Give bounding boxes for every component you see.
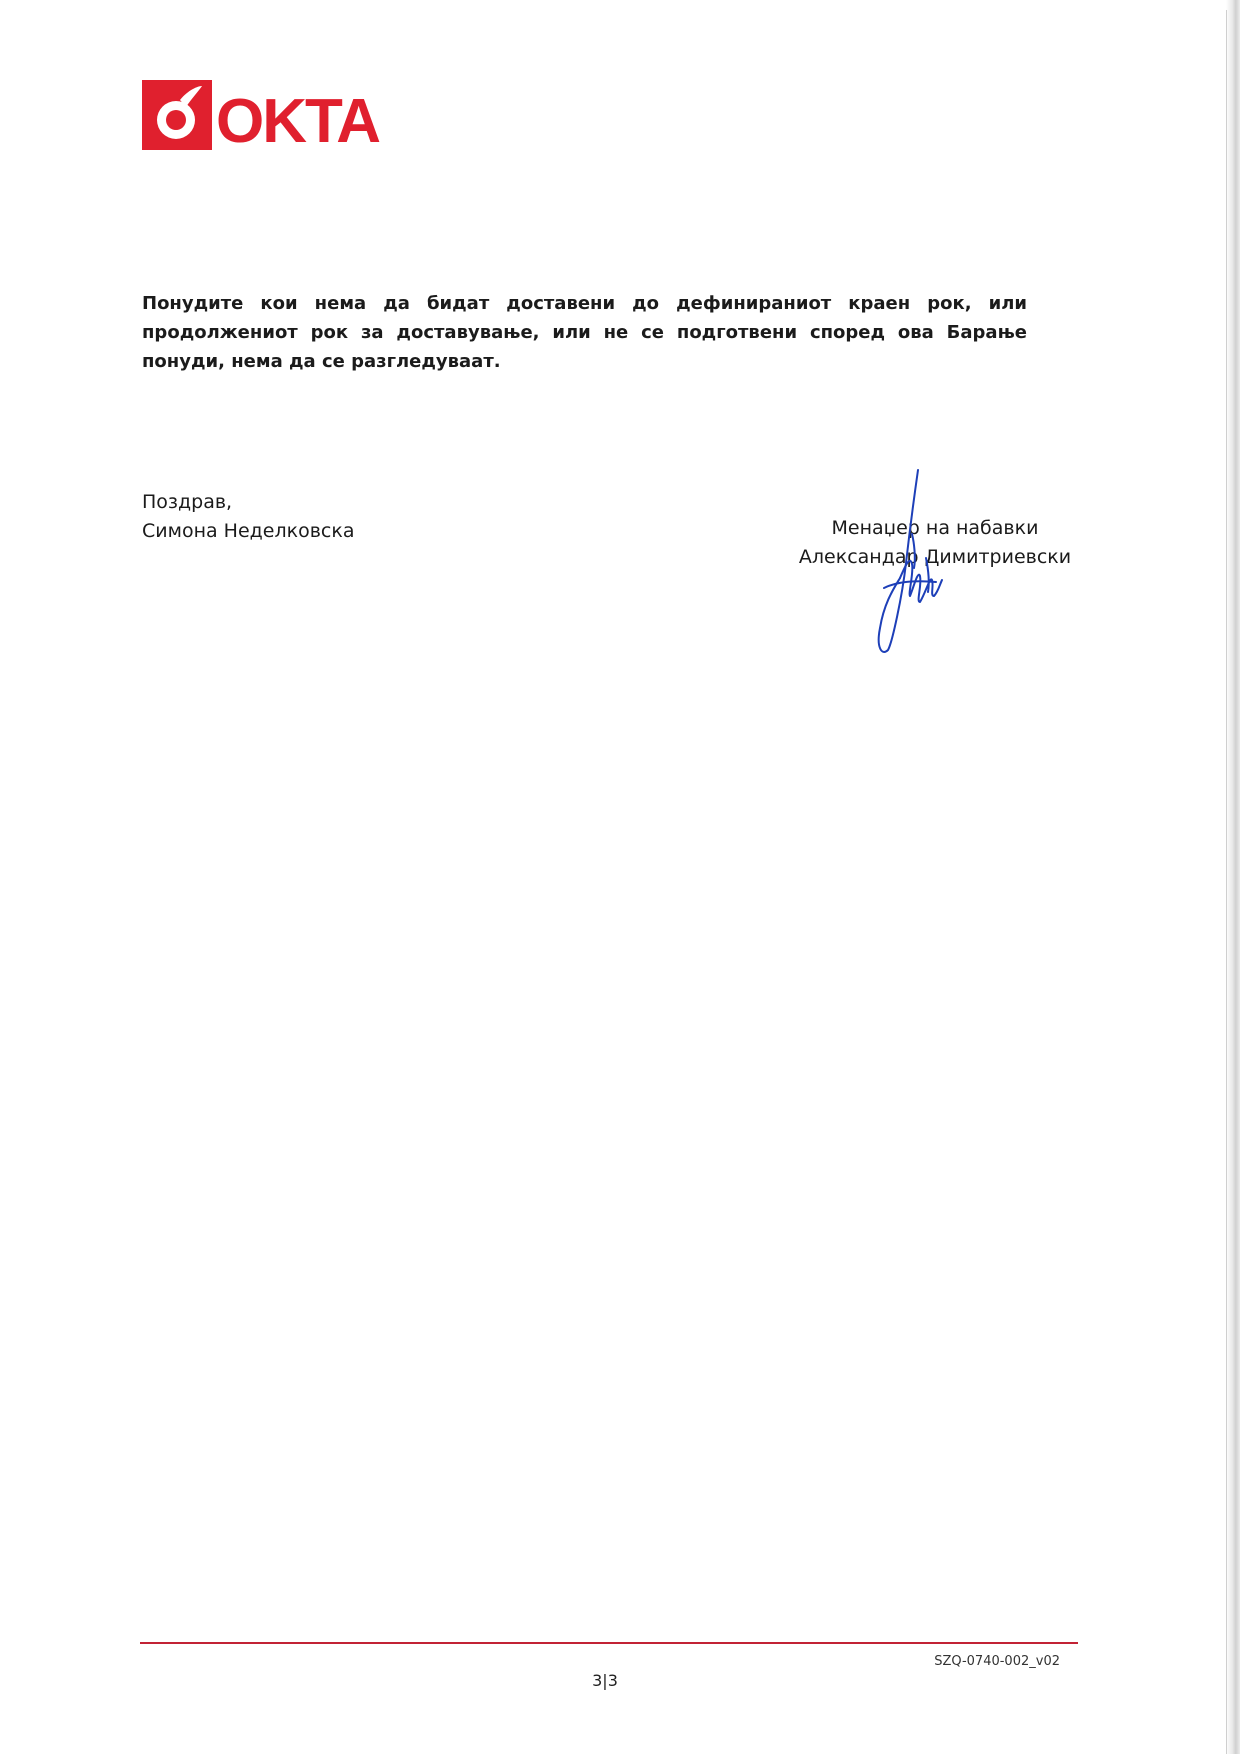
scanned-page-edge [1226, 0, 1240, 1754]
okta-logo [142, 80, 398, 150]
page-number: 3|3 [592, 1671, 618, 1690]
sender-name: Симона Неделковска [142, 520, 355, 542]
okta-logo-graphic [142, 80, 398, 150]
body-paragraph: Понудите кои нема да бидат доставени до дефинираниот краен рок, или продолжениот рок за доставување, или не се подготвени според ова Барање понуди, нема да се разгледуваат. [142, 293, 1027, 372]
closing-text: Поздрав, [142, 491, 233, 513]
page-border-line [1226, 10, 1227, 1754]
document-code: SZQ-0740-002_v02 [934, 1654, 1060, 1669]
handwritten-signature [870, 468, 960, 668]
signer-name: Александар Димитриевски [798, 546, 1072, 568]
logo-wordmark: OKTA [216, 87, 380, 150]
greeting-block [142, 488, 355, 546]
signer-title: Менаџер на набавки [831, 517, 1039, 539]
footer-rule [140, 1642, 1078, 1644]
